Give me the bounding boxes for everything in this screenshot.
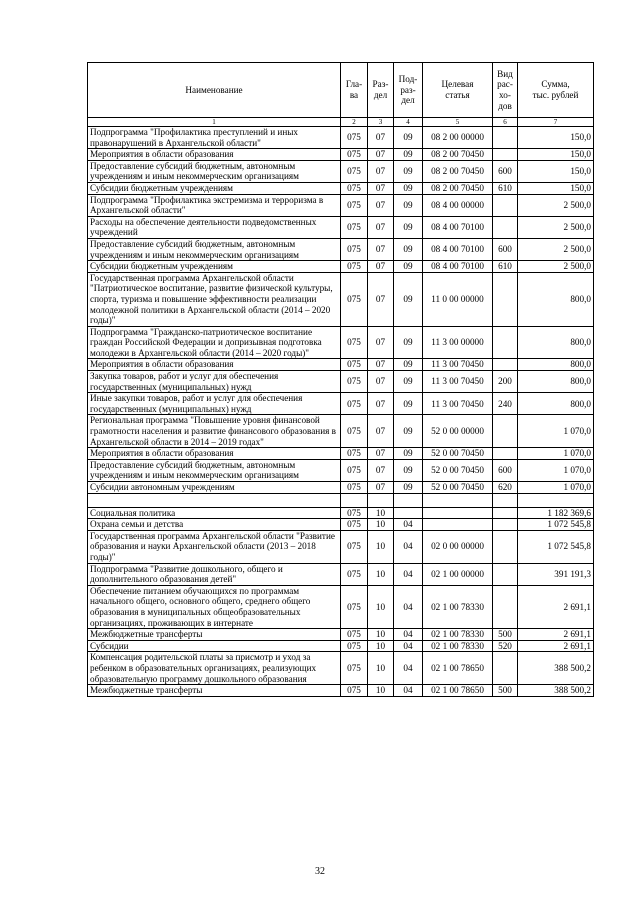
cell-vid: 500 — [493, 629, 518, 641]
cell-name: Субсидии бюджетным учреждениям — [88, 261, 341, 273]
cell-vid — [493, 359, 518, 371]
cell-razdel: 10 — [368, 585, 394, 628]
cell-vid: 600 — [493, 238, 518, 260]
column-number: 3 — [368, 118, 394, 127]
cell-summa: 2 500,0 — [518, 261, 594, 273]
cell-podrazdel: 09 — [394, 160, 423, 182]
cell-podrazdel: 09 — [394, 371, 423, 393]
cell-podrazdel: 09 — [394, 261, 423, 273]
cell-podrazdel: 09 — [394, 448, 423, 460]
cell-statya: 02 1 00 78650 — [423, 685, 493, 697]
cell-podrazdel: 04 — [394, 519, 423, 531]
column-number: 2 — [341, 118, 368, 127]
cell-razdel: 07 — [368, 393, 394, 415]
cell-razdel: 07 — [368, 127, 394, 149]
cell-name: Предоставление субсидий бюджетным, автономным учреждениям и иным некоммерческим организациям — [88, 459, 341, 481]
cell-name: Предоставление субсидий бюджетным, автономным учреждениям и иным некоммерческим организациям — [88, 238, 341, 260]
cell-statya: 02 1 00 78330 — [423, 585, 493, 628]
cell-vid — [493, 448, 518, 460]
cell-razdel: 10 — [368, 685, 394, 697]
cell-summa: 1 070,0 — [518, 448, 594, 460]
cell-summa: 150,0 — [518, 160, 594, 182]
cell-name: Государственная программа Архангельской области "Патриотическое воспитание, развитие физической культуры, спорта, туризма и повышение эффективности реализации молодежной политики в Архангельской области (2014 – 2020 годы)" — [88, 272, 341, 326]
budget-table-container — [87, 62, 593, 697]
header-name: Наименование — [88, 63, 341, 118]
header-glava — [341, 63, 368, 118]
cell-razdel: 07 — [368, 371, 394, 393]
cell-statya: 52 0 00 70450 — [423, 482, 493, 494]
cell-vid — [493, 493, 518, 507]
cell-statya: 02 1 00 78330 — [423, 640, 493, 652]
cell-podrazdel: 09 — [394, 459, 423, 481]
table-row — [88, 530, 594, 563]
cell-vid: 610 — [493, 182, 518, 194]
cell-statya: 52 0 00 70450 — [423, 448, 493, 460]
column-number: 7 — [518, 118, 594, 127]
cell-vid: 610 — [493, 261, 518, 273]
cell-podrazdel: 09 — [394, 238, 423, 260]
cell-name: Расходы на обеспечение деятельности подведомственных учреждений — [88, 216, 341, 238]
cell-summa: 150,0 — [518, 127, 594, 149]
cell-glava: 075 — [341, 507, 368, 519]
table-row — [88, 182, 594, 194]
table-row — [88, 459, 594, 481]
cell-statya: 11 3 00 00000 — [423, 326, 493, 359]
cell-razdel: 07 — [368, 459, 394, 481]
cell-summa: 2 691,1 — [518, 585, 594, 628]
header-glava-text: Гла- ва — [345, 79, 363, 100]
cell-summa: 2 691,1 — [518, 640, 594, 652]
cell-razdel — [368, 493, 394, 507]
cell-glava: 075 — [341, 415, 368, 448]
header-summa-text: Сумма, тыс. рублей — [532, 79, 579, 100]
cell-vid: 600 — [493, 160, 518, 182]
cell-glava: 075 — [341, 216, 368, 238]
cell-podrazdel: 04 — [394, 629, 423, 641]
cell-name: Подпрограмма "Гражданско-патриотическое воспитание граждан Российской Федерации и допризывная подготовка молодежи в Архангельской области (2014 – 2020 годы)" — [88, 326, 341, 359]
cell-summa: 1 072 545,8 — [518, 519, 594, 531]
cell-glava: 075 — [341, 149, 368, 161]
cell-razdel: 07 — [368, 359, 394, 371]
cell-vid — [493, 563, 518, 585]
cell-statya: 08 4 00 70100 — [423, 261, 493, 273]
cell-summa: 2 500,0 — [518, 194, 594, 216]
cell-summa: 2 500,0 — [518, 238, 594, 260]
cell-summa: 800,0 — [518, 359, 594, 371]
cell-statya: 08 2 00 70450 — [423, 149, 493, 161]
cell-statya: 02 1 00 78330 — [423, 629, 493, 641]
cell-glava: 075 — [341, 519, 368, 531]
cell-statya: 52 0 00 70450 — [423, 459, 493, 481]
cell-summa: 1 070,0 — [518, 459, 594, 481]
cell-podrazdel: 09 — [394, 415, 423, 448]
cell-podrazdel: 09 — [394, 272, 423, 326]
cell-razdel: 07 — [368, 415, 394, 448]
cell-summa: 1 182 369,6 — [518, 507, 594, 519]
table-row — [88, 149, 594, 161]
column-number-row — [88, 118, 594, 127]
cell-statya — [423, 493, 493, 507]
cell-vid — [493, 530, 518, 563]
cell-vid — [493, 519, 518, 531]
cell-razdel: 10 — [368, 563, 394, 585]
cell-razdel: 07 — [368, 326, 394, 359]
cell-razdel: 10 — [368, 507, 394, 519]
table-row — [88, 359, 594, 371]
cell-podrazdel: 09 — [394, 326, 423, 359]
cell-name: Иные закупки товаров, работ и услуг для обеспечения государственных (муниципальных) нужд — [88, 393, 341, 415]
cell-name: Охрана семьи и детства — [88, 519, 341, 531]
cell-name: Субсидии бюджетным учреждениям — [88, 182, 341, 194]
cell-podrazdel: 09 — [394, 216, 423, 238]
table-row — [88, 371, 594, 393]
cell-name: Межбюджетные трансферты — [88, 685, 341, 697]
table-row — [88, 640, 594, 652]
cell-razdel: 07 — [368, 149, 394, 161]
cell-name: Обеспечение питанием обучающихся по программам начального общего, основного общего, среднего общего образования в муниципальных общеобразовательных организациях, проживающих в интернате — [88, 585, 341, 628]
cell-glava: 075 — [341, 685, 368, 697]
page-number: 32 — [315, 866, 325, 877]
cell-glava: 075 — [341, 640, 368, 652]
cell-razdel: 07 — [368, 160, 394, 182]
cell-podrazdel — [394, 507, 423, 519]
cell-name — [88, 493, 341, 507]
cell-vid — [493, 216, 518, 238]
cell-name: Подпрограмма "Профилактика преступлений и иных правонарушений в Архангельской области" — [88, 127, 341, 149]
table-row — [88, 482, 594, 494]
cell-statya: 08 2 00 70450 — [423, 160, 493, 182]
cell-razdel: 10 — [368, 652, 394, 685]
cell-glava: 075 — [341, 326, 368, 359]
cell-razdel: 10 — [368, 629, 394, 641]
cell-glava: 075 — [341, 652, 368, 685]
cell-glava: 075 — [341, 359, 368, 371]
cell-glava: 075 — [341, 629, 368, 641]
cell-vid — [493, 585, 518, 628]
cell-razdel: 07 — [368, 272, 394, 326]
cell-podrazdel: 04 — [394, 585, 423, 628]
table-row — [88, 563, 594, 585]
cell-vid: 620 — [493, 482, 518, 494]
cell-glava: 075 — [341, 261, 368, 273]
cell-glava: 075 — [341, 448, 368, 460]
column-number: 5 — [423, 118, 493, 127]
cell-podrazdel — [394, 493, 423, 507]
table-row — [88, 629, 594, 641]
table-row — [88, 326, 594, 359]
cell-summa: 388 500,2 — [518, 652, 594, 685]
cell-summa: 391 191,3 — [518, 563, 594, 585]
cell-summa: 150,0 — [518, 182, 594, 194]
cell-glava — [341, 493, 368, 507]
cell-vid — [493, 326, 518, 359]
table-row — [88, 493, 594, 507]
cell-vid: 600 — [493, 459, 518, 481]
table-row — [88, 194, 594, 216]
cell-glava: 075 — [341, 127, 368, 149]
header-razdel-text: Раз- дел — [372, 79, 389, 100]
cell-name: Мероприятия в области образования — [88, 359, 341, 371]
cell-summa: 800,0 — [518, 326, 594, 359]
cell-summa: 2 691,1 — [518, 629, 594, 641]
table-row — [88, 160, 594, 182]
cell-razdel: 07 — [368, 182, 394, 194]
cell-statya: 02 1 00 78650 — [423, 652, 493, 685]
cell-summa: 1 070,0 — [518, 415, 594, 448]
cell-statya — [423, 519, 493, 531]
cell-name: Межбюджетные трансферты — [88, 629, 341, 641]
cell-vid — [493, 127, 518, 149]
cell-razdel: 07 — [368, 216, 394, 238]
table-row — [88, 448, 594, 460]
table-row — [88, 216, 594, 238]
cell-statya: 11 3 00 70450 — [423, 393, 493, 415]
header-statya-text: Целевая статья — [441, 79, 474, 100]
cell-summa — [518, 493, 594, 507]
cell-glava: 075 — [341, 160, 368, 182]
cell-summa: 800,0 — [518, 371, 594, 393]
table-header-row — [88, 63, 594, 118]
table-row — [88, 261, 594, 273]
cell-razdel: 07 — [368, 194, 394, 216]
cell-razdel: 10 — [368, 640, 394, 652]
cell-vid — [493, 507, 518, 519]
cell-vid — [493, 194, 518, 216]
cell-statya: 08 4 00 70100 — [423, 216, 493, 238]
cell-statya: 02 0 00 00000 — [423, 530, 493, 563]
table-row — [88, 127, 594, 149]
cell-vid: 520 — [493, 640, 518, 652]
cell-podrazdel: 09 — [394, 182, 423, 194]
cell-name: Компенсация родительской платы за присмотр и уход за ребенком в образовательных организациях, реализующих образовательную программу дошкольного образования — [88, 652, 341, 685]
cell-summa: 150,0 — [518, 149, 594, 161]
cell-vid: 240 — [493, 393, 518, 415]
cell-name: Региональная программа "Повышение уровня финансовой грамотности населения и развитие финансового образования в Архангельской области в 2014 – 2019 годах" — [88, 415, 341, 448]
cell-podrazdel: 09 — [394, 359, 423, 371]
table-row — [88, 585, 594, 628]
cell-name: Субсидии автономным учреждениям — [88, 482, 341, 494]
column-number: 6 — [493, 118, 518, 127]
cell-podrazdel: 09 — [394, 127, 423, 149]
header-podrazdel-text: Под- раз- дел — [398, 74, 418, 106]
cell-name: Предоставление субсидий бюджетным, автономным учреждениям и иным некоммерческим организациям — [88, 160, 341, 182]
cell-name: Закупка товаров, работ и услуг для обеспечения государственных (муниципальных) нужд — [88, 371, 341, 393]
cell-summa: 1 072 545,8 — [518, 530, 594, 563]
cell-glava: 075 — [341, 563, 368, 585]
cell-glava: 075 — [341, 530, 368, 563]
cell-glava: 075 — [341, 482, 368, 494]
header-razdel — [368, 63, 394, 118]
table-row — [88, 519, 594, 531]
cell-glava: 075 — [341, 459, 368, 481]
budget-table — [87, 62, 594, 697]
table-row — [88, 652, 594, 685]
cell-statya: 11 0 00 00000 — [423, 272, 493, 326]
cell-glava: 075 — [341, 182, 368, 194]
cell-podrazdel: 09 — [394, 393, 423, 415]
header-statya — [423, 63, 493, 118]
table-row — [88, 272, 594, 326]
cell-name: Мероприятия в области образования — [88, 448, 341, 460]
cell-statya — [423, 507, 493, 519]
table-row — [88, 415, 594, 448]
cell-name: Подпрограмма "Развитие дошкольного, общего и дополнительного образования детей" — [88, 563, 341, 585]
cell-vid: 200 — [493, 371, 518, 393]
cell-glava: 075 — [341, 371, 368, 393]
cell-statya: 02 1 00 00000 — [423, 563, 493, 585]
cell-name: Субсидии — [88, 640, 341, 652]
header-vid-text: Вид рас- хо- дов — [497, 68, 513, 111]
column-number: 1 — [88, 118, 341, 127]
table-row — [88, 238, 594, 260]
cell-statya: 11 3 00 70450 — [423, 359, 493, 371]
cell-glava: 075 — [341, 272, 368, 326]
cell-statya: 08 2 00 70450 — [423, 182, 493, 194]
cell-razdel: 07 — [368, 482, 394, 494]
cell-razdel: 07 — [368, 238, 394, 260]
cell-name: Социальная политика — [88, 507, 341, 519]
cell-summa: 388 500,2 — [518, 685, 594, 697]
cell-glava: 075 — [341, 238, 368, 260]
cell-summa: 2 500,0 — [518, 216, 594, 238]
cell-razdel: 07 — [368, 448, 394, 460]
cell-podrazdel: 09 — [394, 194, 423, 216]
cell-razdel: 10 — [368, 519, 394, 531]
cell-summa: 1 070,0 — [518, 482, 594, 494]
cell-summa: 800,0 — [518, 393, 594, 415]
cell-name: Подпрограмма "Профилактика экстремизма и терроризма в Архангельской области" — [88, 194, 341, 216]
cell-podrazdel: 04 — [394, 685, 423, 697]
column-number: 4 — [394, 118, 423, 127]
table-row — [88, 393, 594, 415]
cell-statya: 52 0 00 00000 — [423, 415, 493, 448]
cell-vid — [493, 652, 518, 685]
cell-podrazdel: 04 — [394, 652, 423, 685]
table-row — [88, 685, 594, 697]
header-podrazdel — [394, 63, 423, 118]
header-summa — [518, 63, 594, 118]
cell-summa: 800,0 — [518, 272, 594, 326]
cell-vid — [493, 149, 518, 161]
cell-vid — [493, 272, 518, 326]
cell-vid: 500 — [493, 685, 518, 697]
cell-statya: 08 2 00 00000 — [423, 127, 493, 149]
cell-glava: 075 — [341, 393, 368, 415]
cell-razdel: 07 — [368, 261, 394, 273]
cell-podrazdel: 04 — [394, 563, 423, 585]
table-row — [88, 507, 594, 519]
cell-vid — [493, 415, 518, 448]
cell-statya: 11 3 00 70450 — [423, 371, 493, 393]
cell-podrazdel: 04 — [394, 640, 423, 652]
cell-glava: 075 — [341, 585, 368, 628]
header-vid — [493, 63, 518, 118]
cell-statya: 08 4 00 70100 — [423, 238, 493, 260]
cell-razdel: 10 — [368, 530, 394, 563]
cell-statya: 08 4 00 00000 — [423, 194, 493, 216]
cell-name: Мероприятия в области образования — [88, 149, 341, 161]
cell-podrazdel: 04 — [394, 530, 423, 563]
cell-name: Государственная программа Архангельской области "Развитие образования и науки Архангельской области (2013 – 2018 годы)" — [88, 530, 341, 563]
cell-podrazdel: 09 — [394, 482, 423, 494]
table-body — [88, 127, 594, 697]
cell-glava: 075 — [341, 194, 368, 216]
cell-podrazdel: 09 — [394, 149, 423, 161]
